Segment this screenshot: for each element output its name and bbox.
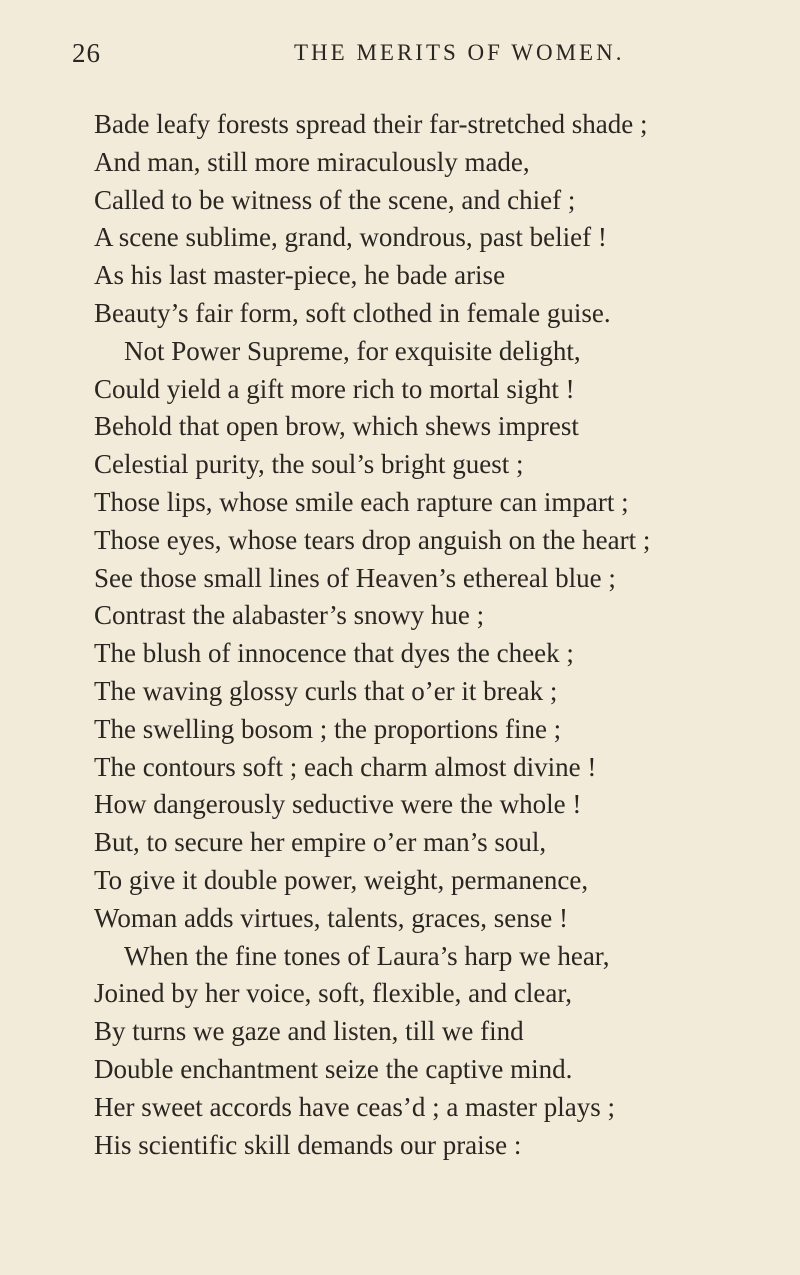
poem-line: Contrast the alabaster’s snowy hue ; xyxy=(94,600,485,631)
page-number: 26 xyxy=(72,38,101,68)
poem-line: How dangerously seductive were the whole ! xyxy=(94,789,582,820)
poem-line: By turns we gaze and listen, till we find xyxy=(94,1016,524,1047)
poem-line: Beauty’s fair form, soft clothed in female guise. xyxy=(94,297,611,328)
poem-line: Those lips, whose smile each rapture can impart ; xyxy=(94,486,629,517)
poem-body xyxy=(44,106,760,1164)
poem-line: Bade leafy forests spread their far-stretched shade ; xyxy=(94,109,648,139)
poem-line: But, to secure her empire o’er man’s soul, xyxy=(94,827,547,858)
poem-line: Could yield a gift more rich to mortal sight ! xyxy=(94,373,575,404)
poem-line: Called to be witness of the scene, and chief ; xyxy=(94,184,576,215)
poem-line: His scientific skill demands our praise : xyxy=(94,1129,522,1160)
poem-line: To give it double power, weight, permanence, xyxy=(94,864,589,895)
page-header xyxy=(44,38,760,78)
poem-line: The contours soft ; each charm almost divine ! xyxy=(94,751,597,782)
poem-line: Not Power Supreme, for exquisite delight, xyxy=(124,335,581,366)
poem-line: The swelling bosom ; the proportions fine ; xyxy=(94,713,562,744)
poem-line: The blush of innocence that dyes the cheek ; xyxy=(94,638,574,669)
running-head: THE MERITS OF WOMEN. xyxy=(294,40,625,65)
poem-line: Those eyes, whose tears drop anguish on the heart ; xyxy=(94,524,651,555)
poem-line: Celestial purity, the soul’s bright guest ; xyxy=(94,449,524,480)
poem-line: The waving glossy curls that o’er it break ; xyxy=(94,675,558,706)
poem-line: See those small lines of Heaven’s ethereal blue ; xyxy=(94,562,616,593)
poem-line: When the fine tones of Laura’s harp we hear, xyxy=(124,940,610,971)
poem-line: A scene sublime, grand, wondrous, past belief ! xyxy=(94,222,607,253)
poem-line: And man, still more miraculously made, xyxy=(94,146,530,177)
poem-line: Joined by her voice, soft, flexible, and clear, xyxy=(94,978,572,1009)
poem-line: Behold that open brow, which shews imprest xyxy=(94,411,579,442)
poem-line: Her sweet accords have ceas’d ; a master plays ; xyxy=(94,1091,616,1122)
poem-line: As his last master-piece, he bade arise xyxy=(94,260,506,291)
poem-line: Woman adds virtues, talents, graces, sense ! xyxy=(94,902,568,933)
poem-line: Double enchantment seize the captive mind. xyxy=(94,1053,573,1084)
